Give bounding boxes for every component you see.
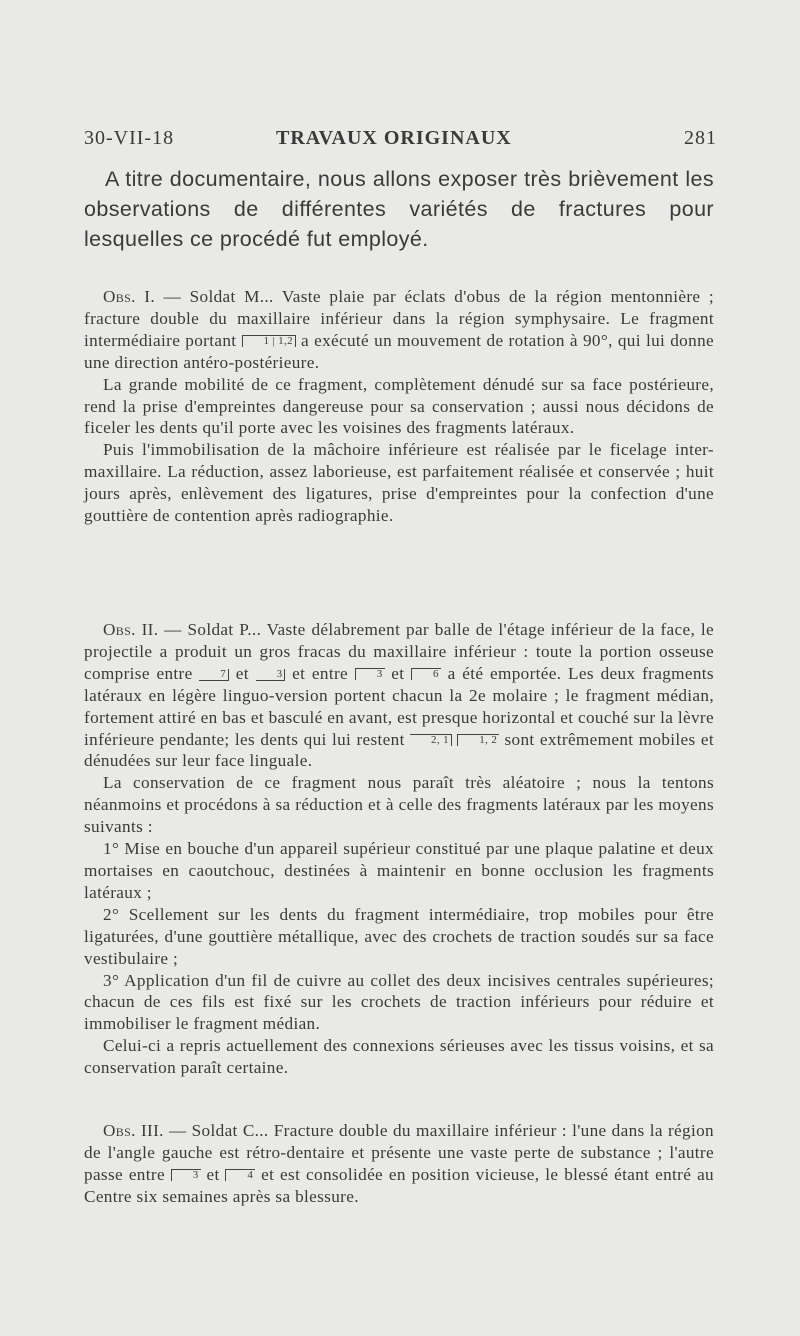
obs2-text-b: et: [229, 663, 256, 683]
dental-notation: 7: [199, 669, 229, 681]
observation-2: [84, 619, 714, 1079]
observation-3: [84, 1120, 714, 1208]
obs2-paragraph-2: La conservation de ce fragment nous paraît très aléatoire ; nous la tentons néanmoins et procédons à sa réduction et à celle des fragments latéraux par les moyens suivants :: [84, 773, 714, 837]
obs3-text-a: — Soldat C... Fracture double du maxillaire inférieur : l'une dans la région de l'angle gauche est rétro-dentaire et présente une vaste perte de substance ; l'autre passe entre: [84, 1121, 714, 1184]
obs1-label: Obs. I.: [103, 287, 156, 306]
obs2-paragraph-4: 2° Scellement sur les dents du fragment intermédiaire, trop mobiles pour être ligaturées, d'une gouttière métallique, avec des crochets de traction soudés sur sa face vestibulaire ;: [84, 904, 714, 968]
dental-notation: 1, 2: [457, 734, 499, 746]
obs1-paragraph-2: La grande mobilité de ce fragment, complètement dénudé sur sa face postérieure, rend la prise d'empreintes dangereuse pour sa conservation ; aussi nous décidons de ficeler les dents qu'il porte avec les voisines des fragments latéraux.: [84, 374, 714, 438]
obs2-paragraph-5: 3° Application d'un fil de cuivre au collet des deux incisives centrales supérieures; chacun de ces fils est fixé sur les crochets de traction inférieurs pour réduire et immobiliser le fragment médian.: [84, 970, 714, 1034]
obs2-label: Obs. II.: [103, 620, 159, 639]
dental-notation: 6: [411, 668, 441, 680]
dental-notation: 2, 1: [410, 734, 452, 746]
dental-notation: 3: [171, 1169, 201, 1181]
obs2-paragraph-3: 1° Mise en bouche d'un appareil supérieur constitué par une plaque palatine et deux mortaises en caoutchouc, destinées à maintenir en bonne occlusion les fragments latéraux ;: [84, 839, 714, 902]
page-number: 281: [684, 127, 717, 149]
obs3-label: Obs. III.: [103, 1121, 164, 1140]
obs2-text-d: et: [384, 663, 412, 683]
dental-notation: 3: [256, 669, 286, 681]
dental-notation: 4: [225, 1169, 255, 1181]
observation-1: [84, 286, 714, 527]
obs2-text-e: a été emportée. Les deux fragments latéraux en légère linguo-version portent chacun la 2e molaire ; le fragment médian, fortement attiré en bas et basculé en avant, est presque horizontal et couché sur la lèvre inférieure pendante; les dents qui lui restent: [84, 663, 714, 749]
obs2-paragraph-1: [84, 619, 714, 772]
obs2-text-f: sont extrêmement mobiles et dénudées sur leur face linguale.: [84, 729, 714, 771]
obs2-paragraph-6: Celui-ci a repris actuellement des connexions sérieuses avec les tissus voisins, et sa conservation paraît certaine.: [84, 1036, 714, 1078]
obs1-paragraph-1: [84, 286, 714, 374]
obs3-text-c: et est consolidée en position vicieuse, le blessé étant entré au Centre six semaines après sa blessure.: [84, 1164, 714, 1206]
obs1-paragraph-3: Puis l'immobilisation de la mâchoire inférieure est réalisée par le ficelage inter-maxillaire. La réduction, assez laborieuse, est parfaitement réalisée et conservée ; huit jours après, enlèvement des ligatures, prise d'empreintes pour la confection d'une gouttière de contention après radiographie.: [84, 440, 714, 526]
intro-paragraph: A titre documentaire, nous allons exposer très brièvement les observations de différentes variétés de fractures pour lesquelles ce procédé fut employé.: [84, 167, 714, 251]
obs1-text-a: — Soldat M... Vaste plaie par éclats d'obus de la région mentonnière ; fracture double du maxillaire inférieur dans la région symphysaire. Le fragment intermédiaire portant: [84, 287, 715, 350]
obs3-paragraph-1: [84, 1120, 714, 1208]
header-section-title: TRAVAUX ORIGINAUX: [276, 127, 512, 149]
dental-notation: 1 | 1,2: [242, 335, 296, 347]
dental-notation: 3: [355, 668, 385, 680]
obs1-text-b: a exécuté un mouvement de rotation à 90°, qui lui donne une direction antéro-postérieure.: [84, 330, 714, 372]
running-header: [84, 127, 717, 153]
header-date: 30-VII-18: [84, 127, 175, 149]
obs2-text-c: et entre: [285, 663, 355, 683]
obs3-text-b: et: [200, 1164, 226, 1184]
obs2-text-a: — Soldat P... Vaste délabrement par balle de l'étage inférieur de la face, le projectile a produit un gros fracas du maxillaire inférieur : toute la portion osseuse comprise entre: [84, 620, 714, 683]
